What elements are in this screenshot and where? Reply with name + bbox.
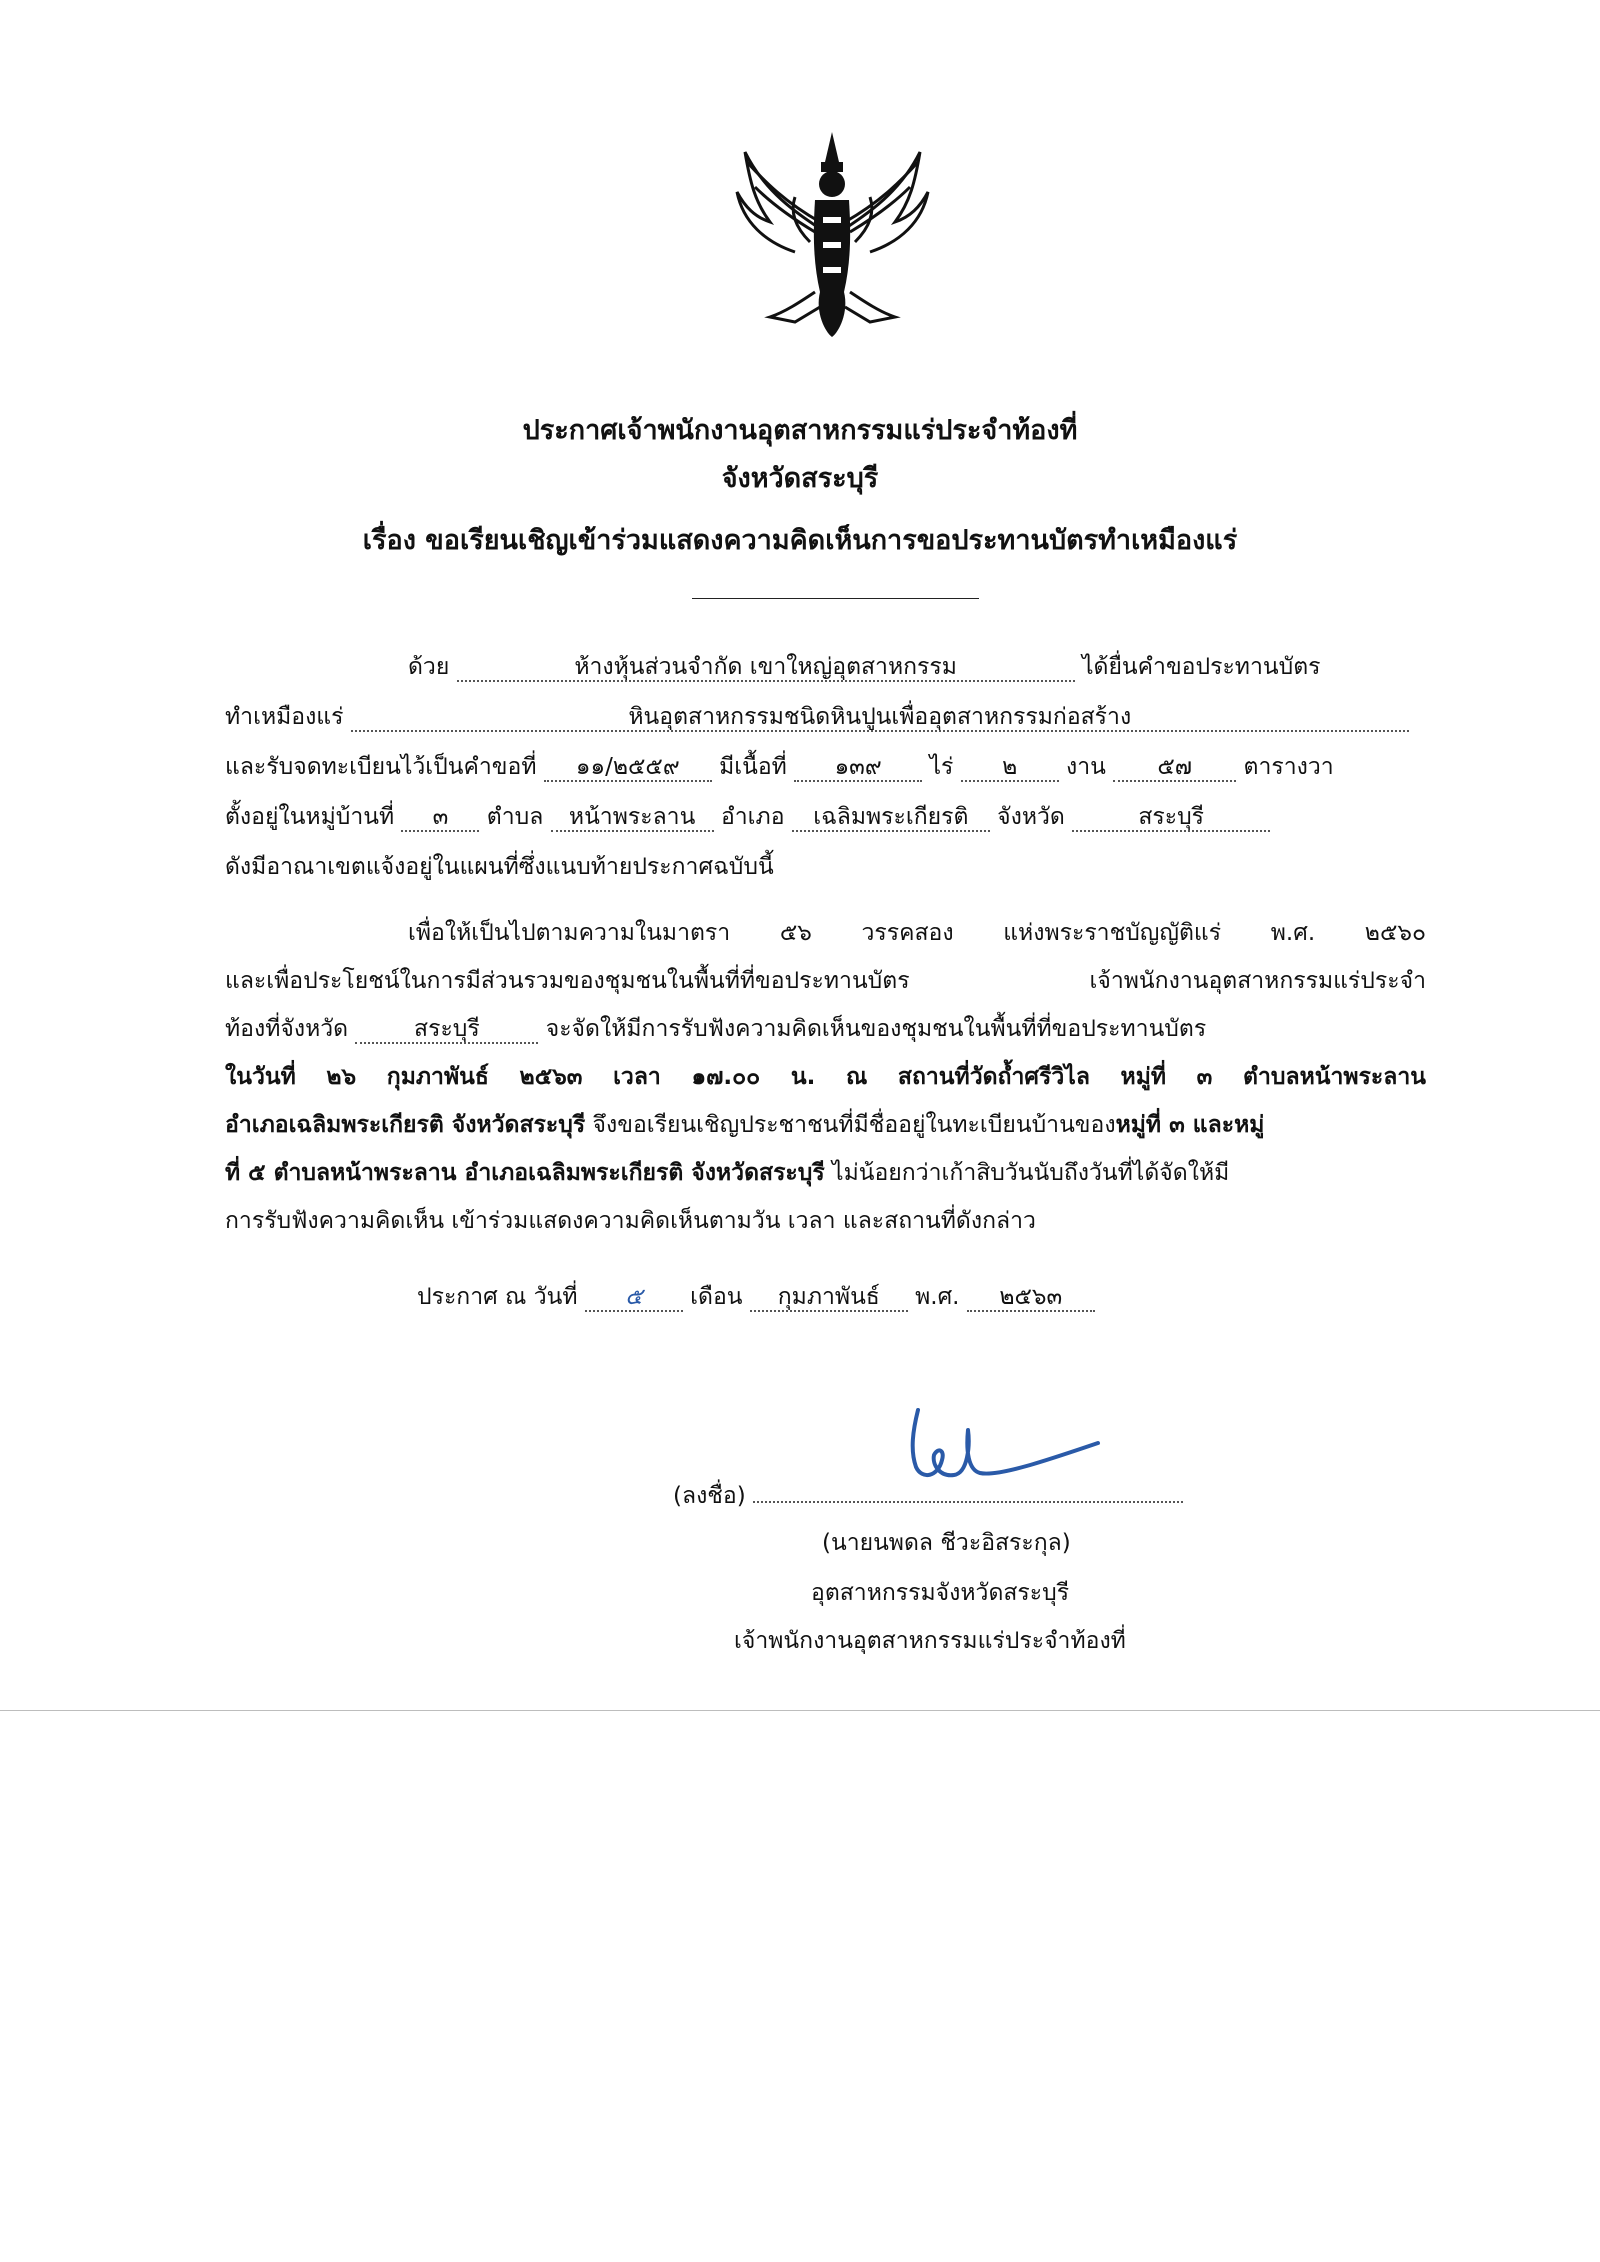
signer-position-1: อุตสาหกรรมจังหวัดสระบุรี [811, 1580, 1070, 1606]
province-value: สระบุรี [1072, 804, 1270, 832]
line6-rest: ไม่น้อยกว่าเก้าสิบวันนับถึงวันที่ได้จัดให้มี [832, 1160, 1230, 1186]
area-ngan-value: ๒ [961, 754, 1059, 782]
tambon-label: ตำบล [486, 804, 544, 830]
map-note: ดังมีอาณาเขตแจ้งอยู่ในแผนที่ซึ่งแนบท้ายประกาศฉบับนี้ [225, 854, 774, 880]
line5-mid: จึงขอเรียนเชิญประชาชนที่มีชื่ออยู่ในทะเบียนบ้านของ [592, 1112, 1116, 1138]
para2-line7: การรับฟังความคิดเห็น เข้าร่วมแสดงความคิดเห็นตามวัน เวลา และสถานที่ดังกล่าว [225, 1208, 1036, 1234]
rai-label: ไร่ [929, 754, 954, 780]
applied-text: ได้ยื่นคำขอประทานบัตร [1081, 654, 1321, 680]
year-label: พ.ศ. [915, 1284, 960, 1310]
document-subject: เรื่อง ขอเรียนเชิญเข้าร่วมแสดงความคิดเห็นการขอประทานบัตรทำเหมืองแร่ [362, 525, 1238, 556]
amphoe-label: อำเภอ [720, 804, 785, 830]
line3-prefix: ท้องที่จังหวัด [225, 1016, 349, 1042]
area-rai-value: ๑๓๙ [794, 754, 922, 782]
ngan-label: งาน [1066, 754, 1106, 780]
para2-line4: ในวันที่ ๒๖ กุมภาพันธ์ ๒๕๖๓ เวลา ๑๗.๐๐ น. ณ สถานที่วัดถ้ำศรีวิไล หมู่ที่ ๓ ตำบลหน้าพระลาน [225, 1064, 1426, 1090]
document-title: ประกาศเจ้าพนักงานอุตสาหกรรมแร่ประจำท้องที่ [522, 415, 1078, 446]
line5-bold: อำเภอเฉลิมพระเกียรติ จังหวัดสระบุรี [225, 1112, 586, 1138]
para1-line4 [225, 802, 1270, 832]
para1-line1 [408, 652, 1321, 682]
para2-line3 [225, 1014, 1206, 1044]
line3-suffix: จะจัดให้มีการรับฟังความคิดเห็นของชุมชนในพื้นที่ที่ขอประทานบัตร [545, 1016, 1207, 1042]
heading-divider [692, 598, 979, 599]
registered-label: และรับจดทะเบียนไว้เป็นคำขอที่ [225, 754, 537, 780]
date-month: กุมภาพันธ์ [750, 1284, 908, 1312]
area-wa-value: ๕๗ [1113, 754, 1236, 782]
announce-date-line [417, 1282, 1095, 1312]
company-name: ห้างหุ้นส่วนจำกัด เขาใหญ่อุตสาหกรรม [457, 654, 1075, 682]
date-year: ๒๕๖๓ [967, 1284, 1095, 1312]
sign-dotted-field [753, 1501, 1183, 1503]
line3-province: สระบุรี [355, 1016, 538, 1044]
date-day: ๕ [585, 1284, 683, 1312]
located-label: ตั้งอยู่ในหมู่บ้านที่ [225, 804, 395, 830]
garuda-emblem-icon [725, 122, 940, 342]
month-label: เดือน [690, 1284, 743, 1310]
para2-line6 [225, 1158, 1426, 1188]
signer-position-2: เจ้าพนักงานอุตสาหกรรมแร่ประจำท้องที่ [734, 1628, 1126, 1654]
date-prefix: ประกาศ ณ วันที่ [417, 1284, 578, 1310]
sign-line [673, 1481, 1183, 1511]
tambon-value: หน้าพระลาน [551, 804, 714, 832]
province-label: จังหวัด [997, 804, 1065, 830]
para2-line5 [225, 1110, 1426, 1140]
mineral-type: หินอุตสาหกรรมชนิดหินปูนเพื่ออุตสาหกรรมก่อสร้าง [351, 704, 1409, 732]
by-label: ด้วย [408, 654, 450, 680]
sign-label: (ลงชื่อ) [673, 1483, 746, 1509]
request-number: ๑๑/๒๕๕๙ [544, 754, 712, 782]
mine-label: ทำเหมืองแร่ [225, 704, 344, 730]
wa-label: ตารางวา [1243, 754, 1334, 780]
line6-bold: ที่ ๕ ตำบลหน้าพระลาน อำเภอเฉลิมพระเกียรติ จังหวัดสระบุรี [225, 1160, 825, 1186]
line5-bold-end: หมู่ที่ ๓ และหมู่ [1115, 1112, 1265, 1138]
amphoe-value: เฉลิมพระเกียรติ [792, 804, 990, 832]
signer-name: (นายนพดล ชีวะอิสระกุล) [822, 1530, 1071, 1556]
para2-line1: เพื่อให้เป็นไปตามความในมาตรา ๕๖ วรรคสอง แห่งพระราชบัญญัติแร่ พ.ศ. ๒๕๖๐ [408, 920, 1426, 946]
para2-line2: และเพื่อประโยชน์ในการมีส่วนรวมของชุมชนในพื้นที่ที่ขอประทานบัตร เจ้าพนักงานอุตสาหกรรมแร่ประจำ [225, 968, 1426, 994]
document-province-heading: จังหวัดสระบุรี [721, 463, 879, 494]
para1-line2 [225, 702, 1409, 732]
page-bottom-edge [0, 1710, 1600, 1711]
para1-line3 [225, 752, 1334, 782]
village-number: ๓ [401, 804, 479, 832]
area-label: มีเนื้อที่ [719, 754, 787, 780]
